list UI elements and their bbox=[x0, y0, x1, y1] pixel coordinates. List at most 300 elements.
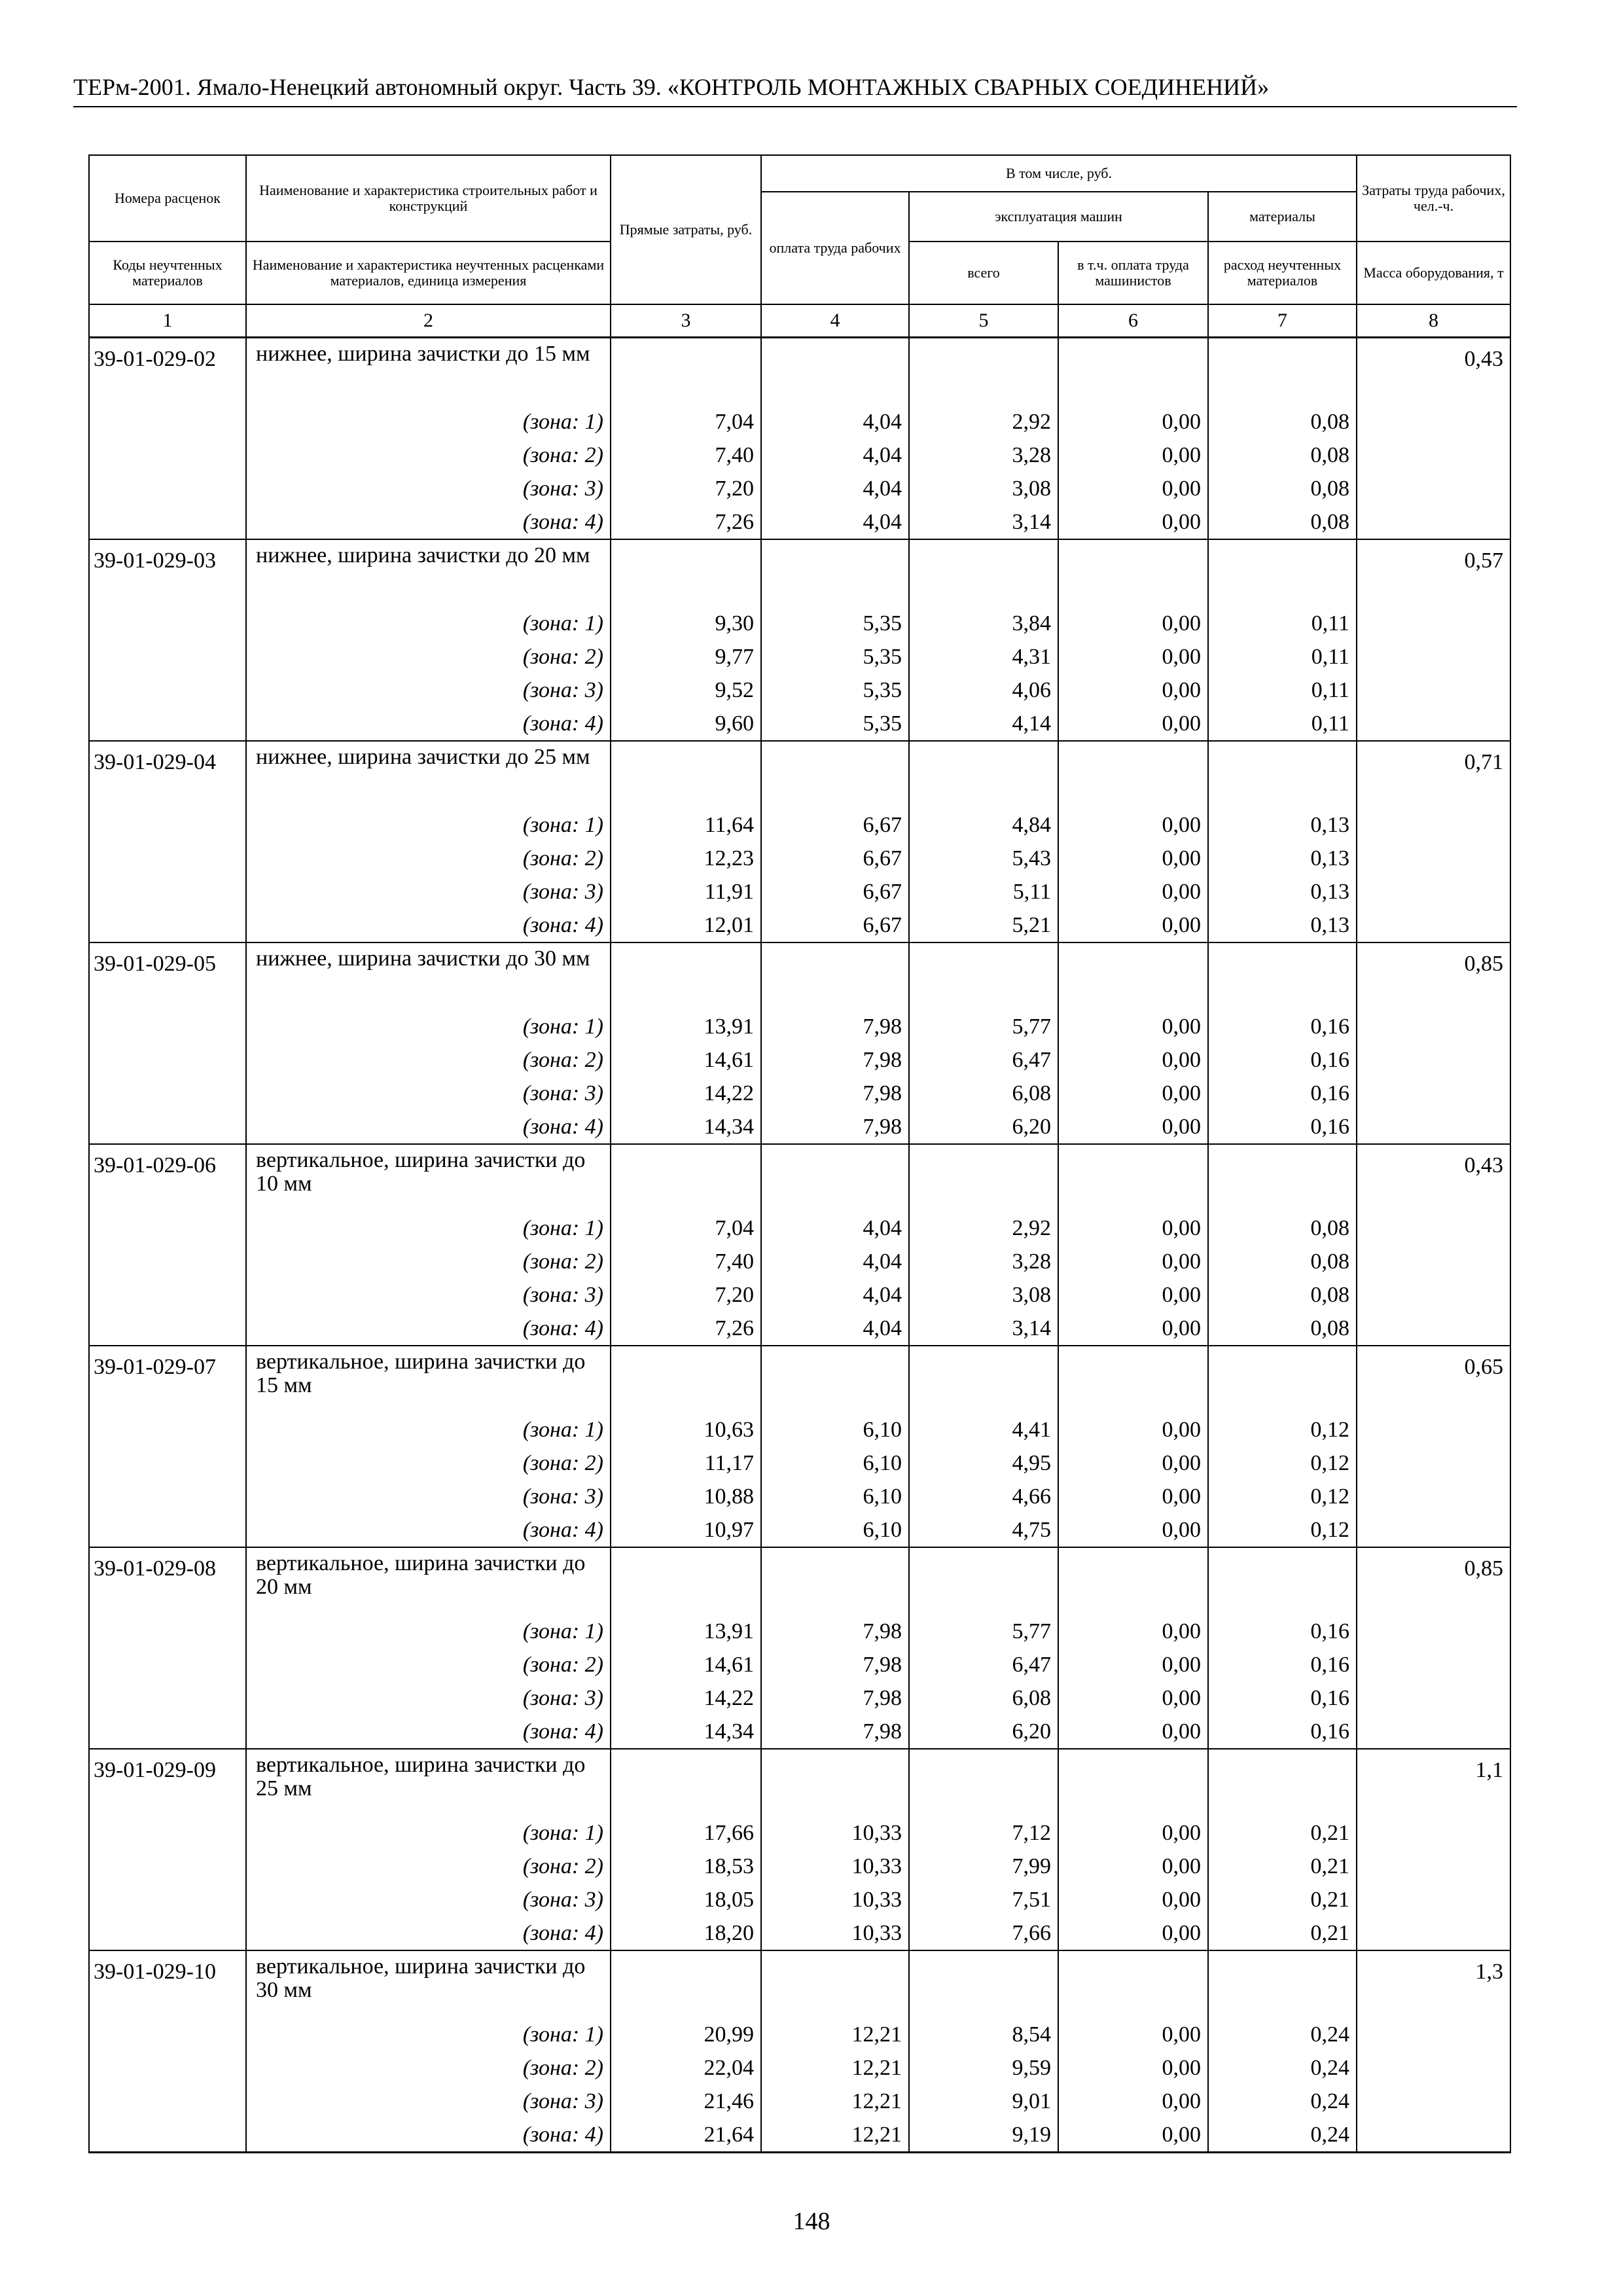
direct-costs: 13,91 bbox=[611, 1615, 761, 1648]
labor-pay: 12,21 bbox=[761, 2018, 909, 2051]
machinist-pay: 0,00 bbox=[1058, 1446, 1208, 1480]
empty-cell bbox=[1357, 607, 1510, 640]
machinist-pay: 0,00 bbox=[1058, 640, 1208, 673]
empty-cell bbox=[761, 942, 909, 1010]
labor-pay: 12,21 bbox=[761, 2118, 909, 2153]
zone-label: (зона: 1) bbox=[246, 1010, 611, 1043]
empty-cell bbox=[1357, 1211, 1510, 1245]
empty-cell bbox=[89, 673, 246, 707]
materials-cost: 0,13 bbox=[1208, 808, 1357, 842]
direct-costs: 14,61 bbox=[611, 1043, 761, 1077]
rate-name: нижнее, ширина зачистки до 15 мм bbox=[246, 337, 611, 405]
machinist-pay: 0,00 bbox=[1058, 1883, 1208, 1916]
empty-cell bbox=[89, 1850, 246, 1883]
rate-code: 39-01-029-09 bbox=[89, 1749, 246, 1816]
machines-total: 4,84 bbox=[909, 808, 1058, 842]
empty-cell bbox=[89, 405, 246, 439]
rate-code: 39-01-029-05 bbox=[89, 942, 246, 1010]
header-unaccounted-codes: Коды неучтенных материалов bbox=[89, 242, 246, 304]
machinist-pay: 0,00 bbox=[1058, 1615, 1208, 1648]
empty-cell bbox=[611, 1950, 761, 2018]
empty-cell bbox=[1357, 1245, 1510, 1278]
empty-cell bbox=[89, 505, 246, 539]
direct-costs: 20,99 bbox=[611, 2018, 761, 2051]
empty-cell bbox=[1357, 439, 1510, 472]
empty-cell bbox=[1357, 1513, 1510, 1547]
empty-cell bbox=[89, 908, 246, 942]
direct-costs: 18,05 bbox=[611, 1883, 761, 1916]
labor-pay: 7,98 bbox=[761, 1043, 909, 1077]
labor-costs: 0,43 bbox=[1357, 337, 1510, 405]
empty-cell bbox=[89, 1916, 246, 1950]
rate-name: нижнее, ширина зачистки до 20 мм bbox=[246, 539, 611, 607]
zone-row bbox=[89, 1916, 1510, 1950]
zone-label: (зона: 3) bbox=[246, 875, 611, 908]
empty-cell bbox=[761, 1749, 909, 1816]
labor-pay: 7,98 bbox=[761, 1715, 909, 1749]
machines-total: 2,92 bbox=[909, 405, 1058, 439]
empty-cell bbox=[611, 741, 761, 808]
empty-cell bbox=[89, 1816, 246, 1850]
rate-code: 39-01-029-08 bbox=[89, 1547, 246, 1615]
labor-pay: 7,98 bbox=[761, 1648, 909, 1681]
direct-costs: 21,64 bbox=[611, 2118, 761, 2153]
labor-pay: 7,98 bbox=[761, 1077, 909, 1110]
rate-code: 39-01-029-03 bbox=[89, 539, 246, 607]
direct-costs: 7,40 bbox=[611, 1245, 761, 1278]
materials-cost: 0,13 bbox=[1208, 875, 1357, 908]
direct-costs: 14,34 bbox=[611, 1110, 761, 1144]
empty-cell bbox=[89, 1312, 246, 1346]
machinist-pay: 0,00 bbox=[1058, 1681, 1208, 1715]
zone-label: (зона: 3) bbox=[246, 673, 611, 707]
empty-cell bbox=[1357, 1883, 1510, 1916]
header-labor-costs: Затраты труда рабочих, чел.-ч. bbox=[1357, 155, 1510, 242]
zone-label: (зона: 4) bbox=[246, 908, 611, 942]
zone-row bbox=[89, 1446, 1510, 1480]
rate-title-row bbox=[89, 1749, 1510, 1816]
header-unaccounted-consumption: расход неучтенных материалов bbox=[1208, 242, 1357, 304]
direct-costs: 12,01 bbox=[611, 908, 761, 942]
materials-cost: 0,08 bbox=[1208, 439, 1357, 472]
empty-cell bbox=[1357, 1043, 1510, 1077]
zone-row bbox=[89, 439, 1510, 472]
machines-total: 3,08 bbox=[909, 1278, 1058, 1312]
materials-cost: 0,24 bbox=[1208, 2118, 1357, 2153]
labor-pay: 4,04 bbox=[761, 505, 909, 539]
materials-cost: 0,16 bbox=[1208, 1043, 1357, 1077]
machinist-pay: 0,00 bbox=[1058, 472, 1208, 505]
direct-costs: 7,26 bbox=[611, 505, 761, 539]
column-number: 4 bbox=[761, 304, 909, 337]
labor-pay: 5,35 bbox=[761, 640, 909, 673]
labor-pay: 4,04 bbox=[761, 1245, 909, 1278]
labor-costs: 0,85 bbox=[1357, 1547, 1510, 1615]
machinist-pay: 0,00 bbox=[1058, 842, 1208, 875]
column-number: 3 bbox=[611, 304, 761, 337]
empty-cell bbox=[89, 875, 246, 908]
machines-total: 3,84 bbox=[909, 607, 1058, 640]
zone-row bbox=[89, 640, 1510, 673]
machinist-pay: 0,00 bbox=[1058, 1312, 1208, 1346]
materials-cost: 0,12 bbox=[1208, 1480, 1357, 1513]
machines-total: 4,66 bbox=[909, 1480, 1058, 1513]
machines-total: 3,28 bbox=[909, 1245, 1058, 1278]
header-unaccounted-names: Наименование и характеристика неучтенных расценками материалов, единица измерения bbox=[246, 242, 611, 304]
materials-cost: 0,12 bbox=[1208, 1446, 1357, 1480]
machines-total: 7,12 bbox=[909, 1816, 1058, 1850]
header-work-name: Наименование и характеристика строительных работ и конструкций bbox=[246, 155, 611, 242]
header-machines-total: всего bbox=[909, 242, 1058, 304]
header-rate-numbers: Номера расценок bbox=[89, 155, 246, 242]
machines-total: 7,99 bbox=[909, 1850, 1058, 1883]
zone-row bbox=[89, 1715, 1510, 1749]
zone-label: (зона: 2) bbox=[246, 1245, 611, 1278]
zone-row bbox=[89, 1245, 1510, 1278]
zone-label: (зона: 3) bbox=[246, 1077, 611, 1110]
machinist-pay: 0,00 bbox=[1058, 1480, 1208, 1513]
zone-label: (зона: 3) bbox=[246, 472, 611, 505]
direct-costs: 7,26 bbox=[611, 1312, 761, 1346]
zone-label: (зона: 3) bbox=[246, 1278, 611, 1312]
labor-pay: 4,04 bbox=[761, 472, 909, 505]
materials-cost: 0,21 bbox=[1208, 1850, 1357, 1883]
direct-costs: 11,17 bbox=[611, 1446, 761, 1480]
materials-cost: 0,12 bbox=[1208, 1413, 1357, 1446]
empty-cell bbox=[1357, 673, 1510, 707]
machines-total: 7,66 bbox=[909, 1916, 1058, 1950]
materials-cost: 0,16 bbox=[1208, 1110, 1357, 1144]
zone-row bbox=[89, 1077, 1510, 1110]
direct-costs: 9,30 bbox=[611, 607, 761, 640]
machinist-pay: 0,00 bbox=[1058, 2085, 1208, 2118]
machinist-pay: 0,00 bbox=[1058, 1850, 1208, 1883]
empty-cell bbox=[89, 1245, 246, 1278]
direct-costs: 13,91 bbox=[611, 1010, 761, 1043]
labor-pay: 4,04 bbox=[761, 405, 909, 439]
zone-label: (зона: 2) bbox=[246, 1446, 611, 1480]
header-machine-operation: эксплуатация машин bbox=[909, 192, 1208, 242]
machines-total: 3,14 bbox=[909, 505, 1058, 539]
zone-row bbox=[89, 673, 1510, 707]
direct-costs: 11,64 bbox=[611, 808, 761, 842]
zone-row bbox=[89, 1010, 1510, 1043]
rate-name: вертикальное, ширина зачистки до 15 мм bbox=[246, 1346, 611, 1413]
zone-row bbox=[89, 1816, 1510, 1850]
labor-pay: 12,21 bbox=[761, 2051, 909, 2085]
zone-label: (зона: 4) bbox=[246, 1110, 611, 1144]
zone-row bbox=[89, 1648, 1510, 1681]
zone-row bbox=[89, 1043, 1510, 1077]
machinist-pay: 0,00 bbox=[1058, 1043, 1208, 1077]
column-number: 6 bbox=[1058, 304, 1208, 337]
direct-costs: 18,53 bbox=[611, 1850, 761, 1883]
machinist-pay: 0,00 bbox=[1058, 2118, 1208, 2153]
machines-total: 8,54 bbox=[909, 2018, 1058, 2051]
materials-cost: 0,08 bbox=[1208, 405, 1357, 439]
empty-cell bbox=[1357, 1278, 1510, 1312]
labor-pay: 6,10 bbox=[761, 1413, 909, 1446]
zone-row bbox=[89, 707, 1510, 741]
rate-title-row bbox=[89, 539, 1510, 607]
empty-cell bbox=[89, 1077, 246, 1110]
zone-row bbox=[89, 1883, 1510, 1916]
empty-cell bbox=[1357, 908, 1510, 942]
empty-cell bbox=[1208, 1346, 1357, 1413]
empty-cell bbox=[89, 1883, 246, 1916]
machinist-pay: 0,00 bbox=[1058, 1513, 1208, 1547]
rate-code: 39-01-029-02 bbox=[89, 337, 246, 405]
machinist-pay: 0,00 bbox=[1058, 405, 1208, 439]
header-labor-pay: оплата труда рабочих bbox=[761, 192, 909, 304]
empty-cell bbox=[611, 1749, 761, 1816]
labor-pay: 10,33 bbox=[761, 1850, 909, 1883]
labor-pay: 5,35 bbox=[761, 673, 909, 707]
machines-total: 6,20 bbox=[909, 1715, 1058, 1749]
machines-total: 5,21 bbox=[909, 908, 1058, 942]
machines-total: 9,01 bbox=[909, 2085, 1058, 2118]
machines-total: 9,59 bbox=[909, 2051, 1058, 2085]
empty-cell bbox=[1357, 472, 1510, 505]
rate-name: вертикальное, ширина зачистки до 10 мм bbox=[246, 1144, 611, 1211]
rate-name: нижнее, ширина зачистки до 25 мм bbox=[246, 741, 611, 808]
zone-label: (зона: 2) bbox=[246, 1043, 611, 1077]
materials-cost: 0,24 bbox=[1208, 2051, 1357, 2085]
rate-name: вертикальное, ширина зачистки до 25 мм bbox=[246, 1749, 611, 1816]
empty-cell bbox=[89, 1681, 246, 1715]
zone-label: (зона: 1) bbox=[246, 607, 611, 640]
empty-cell bbox=[1058, 1346, 1208, 1413]
labor-pay: 4,04 bbox=[761, 1312, 909, 1346]
column-number: 8 bbox=[1357, 304, 1510, 337]
direct-costs: 7,20 bbox=[611, 1278, 761, 1312]
machinist-pay: 0,00 bbox=[1058, 875, 1208, 908]
direct-costs: 18,20 bbox=[611, 1916, 761, 1950]
empty-cell bbox=[1058, 741, 1208, 808]
labor-pay: 7,98 bbox=[761, 1615, 909, 1648]
empty-cell bbox=[761, 1144, 909, 1211]
rate-title-row bbox=[89, 1144, 1510, 1211]
empty-cell bbox=[1357, 1312, 1510, 1346]
empty-cell bbox=[1208, 1144, 1357, 1211]
direct-costs: 21,46 bbox=[611, 2085, 761, 2118]
empty-cell bbox=[611, 539, 761, 607]
empty-cell bbox=[89, 439, 246, 472]
rate-title-row bbox=[89, 1346, 1510, 1413]
empty-cell bbox=[611, 1547, 761, 1615]
machines-total: 5,77 bbox=[909, 1010, 1058, 1043]
empty-cell bbox=[89, 2118, 246, 2153]
materials-cost: 0,08 bbox=[1208, 1278, 1357, 1312]
machines-total: 4,14 bbox=[909, 707, 1058, 741]
zone-row bbox=[89, 1211, 1510, 1245]
empty-cell bbox=[909, 1749, 1058, 1816]
direct-costs: 10,88 bbox=[611, 1480, 761, 1513]
machinist-pay: 0,00 bbox=[1058, 1816, 1208, 1850]
labor-pay: 7,98 bbox=[761, 1010, 909, 1043]
machinist-pay: 0,00 bbox=[1058, 2051, 1208, 2085]
empty-cell bbox=[761, 1346, 909, 1413]
empty-cell bbox=[1208, 1950, 1357, 2018]
zone-label: (зона: 4) bbox=[246, 707, 611, 741]
empty-cell bbox=[1058, 1547, 1208, 1615]
empty-cell bbox=[1058, 539, 1208, 607]
zone-label: (зона: 1) bbox=[246, 1816, 611, 1850]
rates-table-header bbox=[89, 155, 1510, 337]
machines-total: 6,08 bbox=[909, 1681, 1058, 1715]
machines-total: 6,47 bbox=[909, 1648, 1058, 1681]
empty-cell bbox=[1058, 1950, 1208, 2018]
materials-cost: 0,12 bbox=[1208, 1513, 1357, 1547]
zone-row bbox=[89, 1110, 1510, 1144]
zone-row bbox=[89, 1850, 1510, 1883]
machines-total: 4,31 bbox=[909, 640, 1058, 673]
zone-row bbox=[89, 2085, 1510, 2118]
zone-label: (зона: 3) bbox=[246, 1681, 611, 1715]
labor-costs: 1,1 bbox=[1357, 1749, 1510, 1816]
machinist-pay: 0,00 bbox=[1058, 808, 1208, 842]
direct-costs: 10,63 bbox=[611, 1413, 761, 1446]
direct-costs: 7,04 bbox=[611, 405, 761, 439]
direct-costs: 14,61 bbox=[611, 1648, 761, 1681]
materials-cost: 0,13 bbox=[1208, 908, 1357, 942]
labor-pay: 5,35 bbox=[761, 607, 909, 640]
empty-cell bbox=[89, 1278, 246, 1312]
empty-cell bbox=[909, 1346, 1058, 1413]
machines-total: 5,43 bbox=[909, 842, 1058, 875]
zone-label: (зона: 4) bbox=[246, 1916, 611, 1950]
zone-label: (зона: 2) bbox=[246, 439, 611, 472]
empty-cell bbox=[89, 1715, 246, 1749]
labor-pay: 12,21 bbox=[761, 2085, 909, 2118]
empty-cell bbox=[1357, 2118, 1510, 2153]
rate-code: 39-01-029-10 bbox=[89, 1950, 246, 2018]
materials-cost: 0,16 bbox=[1208, 1715, 1357, 1749]
empty-cell bbox=[1357, 405, 1510, 439]
empty-cell bbox=[909, 741, 1058, 808]
zone-label: (зона: 2) bbox=[246, 640, 611, 673]
machines-total: 5,77 bbox=[909, 1615, 1058, 1648]
empty-cell bbox=[89, 1413, 246, 1446]
empty-cell bbox=[1357, 842, 1510, 875]
direct-costs: 14,34 bbox=[611, 1715, 761, 1749]
header-equipment-mass: Масса оборудования, т bbox=[1357, 242, 1510, 304]
empty-cell bbox=[761, 337, 909, 405]
empty-cell bbox=[909, 1547, 1058, 1615]
empty-cell bbox=[909, 539, 1058, 607]
rate-title-row bbox=[89, 1950, 1510, 2018]
empty-cell bbox=[1208, 539, 1357, 607]
materials-cost: 0,24 bbox=[1208, 2018, 1357, 2051]
labor-costs: 0,57 bbox=[1357, 539, 1510, 607]
empty-cell bbox=[89, 2051, 246, 2085]
materials-cost: 0,21 bbox=[1208, 1816, 1357, 1850]
zone-row bbox=[89, 1681, 1510, 1715]
materials-cost: 0,16 bbox=[1208, 1648, 1357, 1681]
zone-label: (зона: 2) bbox=[246, 1850, 611, 1883]
machinist-pay: 0,00 bbox=[1058, 1110, 1208, 1144]
rates-table bbox=[88, 154, 1511, 2153]
machines-total: 6,08 bbox=[909, 1077, 1058, 1110]
labor-pay: 6,67 bbox=[761, 842, 909, 875]
labor-costs: 0,65 bbox=[1357, 1346, 1510, 1413]
empty-cell bbox=[909, 1950, 1058, 2018]
zone-row bbox=[89, 1278, 1510, 1312]
empty-cell bbox=[89, 2085, 246, 2118]
rate-code: 39-01-029-06 bbox=[89, 1144, 246, 1211]
materials-cost: 0,08 bbox=[1208, 1312, 1357, 1346]
empty-cell bbox=[1357, 505, 1510, 539]
direct-costs: 17,66 bbox=[611, 1816, 761, 1850]
rate-title-row bbox=[89, 337, 1510, 405]
machinist-pay: 0,00 bbox=[1058, 505, 1208, 539]
empty-cell bbox=[1357, 640, 1510, 673]
zone-row bbox=[89, 2118, 1510, 2153]
empty-cell bbox=[1357, 2085, 1510, 2118]
machinist-pay: 0,00 bbox=[1058, 1211, 1208, 1245]
empty-cell bbox=[1357, 707, 1510, 741]
machines-total: 2,92 bbox=[909, 1211, 1058, 1245]
materials-cost: 0,21 bbox=[1208, 1916, 1357, 1950]
direct-costs: 7,04 bbox=[611, 1211, 761, 1245]
empty-cell bbox=[611, 1144, 761, 1211]
empty-cell bbox=[1357, 1850, 1510, 1883]
materials-cost: 0,11 bbox=[1208, 707, 1357, 741]
labor-pay: 6,67 bbox=[761, 808, 909, 842]
direct-costs: 11,91 bbox=[611, 875, 761, 908]
zone-row bbox=[89, 405, 1510, 439]
zone-row bbox=[89, 908, 1510, 942]
direct-costs: 14,22 bbox=[611, 1681, 761, 1715]
machines-total: 3,08 bbox=[909, 472, 1058, 505]
labor-costs: 1,3 bbox=[1357, 1950, 1510, 2018]
materials-cost: 0,11 bbox=[1208, 640, 1357, 673]
rates-table-body bbox=[89, 337, 1510, 2152]
empty-cell bbox=[611, 337, 761, 405]
materials-cost: 0,13 bbox=[1208, 842, 1357, 875]
zone-row bbox=[89, 2018, 1510, 2051]
zone-row bbox=[89, 472, 1510, 505]
empty-cell bbox=[1058, 942, 1208, 1010]
machinist-pay: 0,00 bbox=[1058, 1648, 1208, 1681]
machinist-pay: 0,00 bbox=[1058, 707, 1208, 741]
zone-row bbox=[89, 505, 1510, 539]
labor-pay: 5,35 bbox=[761, 707, 909, 741]
direct-costs: 7,20 bbox=[611, 472, 761, 505]
materials-cost: 0,11 bbox=[1208, 673, 1357, 707]
rate-code: 39-01-029-07 bbox=[89, 1346, 246, 1413]
materials-cost: 0,16 bbox=[1208, 1010, 1357, 1043]
machinist-pay: 0,00 bbox=[1058, 1278, 1208, 1312]
empty-cell bbox=[1357, 1446, 1510, 1480]
labor-pay: 6,67 bbox=[761, 908, 909, 942]
rate-name: вертикальное, ширина зачистки до 20 мм bbox=[246, 1547, 611, 1615]
labor-pay: 10,33 bbox=[761, 1883, 909, 1916]
zone-row bbox=[89, 1615, 1510, 1648]
empty-cell bbox=[611, 1346, 761, 1413]
header-direct-costs: Прямые затраты, руб. bbox=[611, 155, 761, 304]
machines-total: 5,11 bbox=[909, 875, 1058, 908]
labor-pay: 6,67 bbox=[761, 875, 909, 908]
empty-cell bbox=[1357, 1480, 1510, 1513]
labor-costs: 0,71 bbox=[1357, 741, 1510, 808]
zone-label: (зона: 1) bbox=[246, 1211, 611, 1245]
machines-total: 6,47 bbox=[909, 1043, 1058, 1077]
page-header-title: ТЕРм-2001. Ямало-Ненецкий автономный округ. Часть 39. «КОНТРОЛЬ МОНТАЖНЫХ СВАРНЫХ СОЕДИНЕНИЙ» bbox=[73, 74, 1270, 100]
machinist-pay: 0,00 bbox=[1058, 1077, 1208, 1110]
empty-cell bbox=[1208, 337, 1357, 405]
empty-cell bbox=[1357, 875, 1510, 908]
